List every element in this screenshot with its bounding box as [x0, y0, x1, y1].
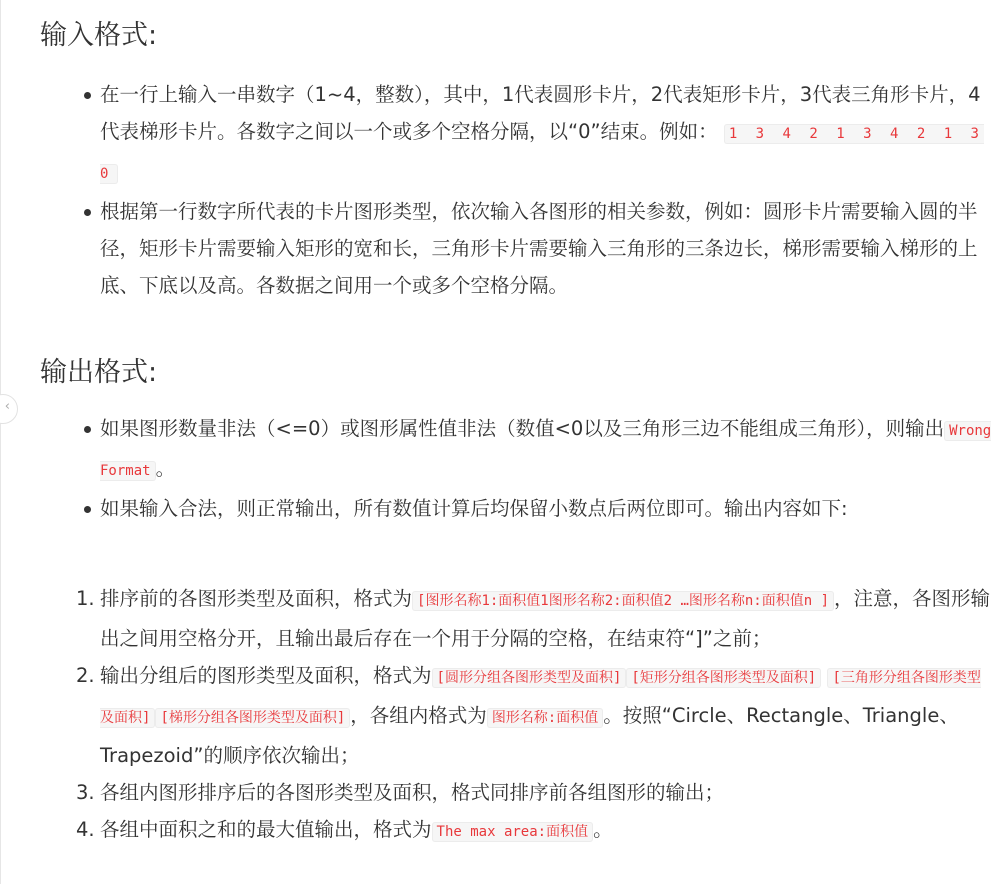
- list-item-text: 各组中面积之和的最大值输出，格式为: [100, 818, 432, 841]
- list-item-text: 排序前的各图形类型及面积，格式为: [100, 587, 413, 610]
- list-item-text: 。: [155, 457, 176, 480]
- list-item: [40, 580, 992, 657]
- list-item-text: 如果图形数量非法（<=0）或图形属性值非法（数值<0以及三角形三边不能组成三角形），则输出: [100, 417, 945, 440]
- list-item-text: 在一行上输入一串数字（1~4，整数），其中，1代表圆形卡片，2代表矩形卡片，3代表三角形卡片，4代表梯形卡片。各数字之间以一个或多个空格分隔，以“0”结束。例如：: [100, 83, 981, 143]
- list-item-text: ，各组内格式为: [350, 704, 487, 727]
- inline-code: [梯形分组各图形类型及面积]: [155, 708, 350, 728]
- list-item-text: 各组内图形排序后的各图形类型及面积，格式同排序前各组图形的输出；: [100, 781, 725, 804]
- output-content-list: [40, 580, 992, 851]
- list-item: [40, 811, 992, 851]
- inline-code: [矩形分组各图形类型及面积]: [626, 668, 821, 688]
- inline-code: 图形名称:面积值: [487, 708, 603, 728]
- list-number: 2.: [76, 664, 95, 687]
- list-item: [40, 410, 992, 490]
- list-item-text: 。: [593, 818, 613, 841]
- list-number: 4.: [76, 818, 95, 841]
- list-item: [40, 774, 992, 811]
- inline-code: [圆形分组各图形类型及面积]: [432, 668, 627, 688]
- inline-code: 1 3 4 2 1 3 4 2 1 3 0: [100, 126, 984, 182]
- list-item-text: 。按照“Circle、Rectangle、Triangle、Trapezoid”的顺序依次输出；: [100, 704, 959, 767]
- list-item-text: 如果输入合法，则正常输出，所有数值计算后均保留小数点后两位即可。输出内容如下:: [100, 497, 848, 520]
- list-number: 3.: [76, 781, 95, 804]
- output-format-list: [40, 410, 992, 527]
- list-item: [40, 76, 992, 193]
- list-item: [40, 657, 992, 774]
- list-item-text: 输出分组后的图形类型及面积，格式为: [100, 664, 432, 687]
- chevron-left-icon: ‹: [4, 399, 10, 414]
- inline-code: [三角形分组各图形类型及面积]: [100, 670, 981, 726]
- list-item-text: 根据第一行数字所代表的卡片图形类型，依次输入各图形的相关参数，例如：圆形卡片需要输入圆的半径，矩形卡片需要输入矩形的宽和长，三角形卡片需要输入三角形的三条边长，梯形需要输入梯形的上底、下底以及高。各数据之间用一个或多个空格分隔。: [100, 200, 978, 297]
- output-format-heading: 输出格式:: [40, 357, 158, 388]
- inline-code: Wrong Format: [100, 423, 992, 479]
- panel-left-border: [0, 0, 1, 884]
- collapse-panel-button[interactable]: [0, 394, 18, 424]
- list-item: [40, 490, 992, 527]
- list-number: 1.: [76, 587, 95, 610]
- inline-code: The max area:面积值: [432, 822, 594, 842]
- input-format-heading: 输入格式:: [40, 20, 158, 51]
- list-item-text: ，注意，各图形输出之间用空格分开，且输出最后存在一个用于分隔的空格，在结束符“]”之前；: [100, 587, 991, 650]
- inline-code: [图形名称1:面积值1图形名称2:面积值2 …图形名称n:面积值n ]: [412, 591, 834, 611]
- input-format-list: [40, 76, 992, 304]
- list-item: [40, 193, 992, 304]
